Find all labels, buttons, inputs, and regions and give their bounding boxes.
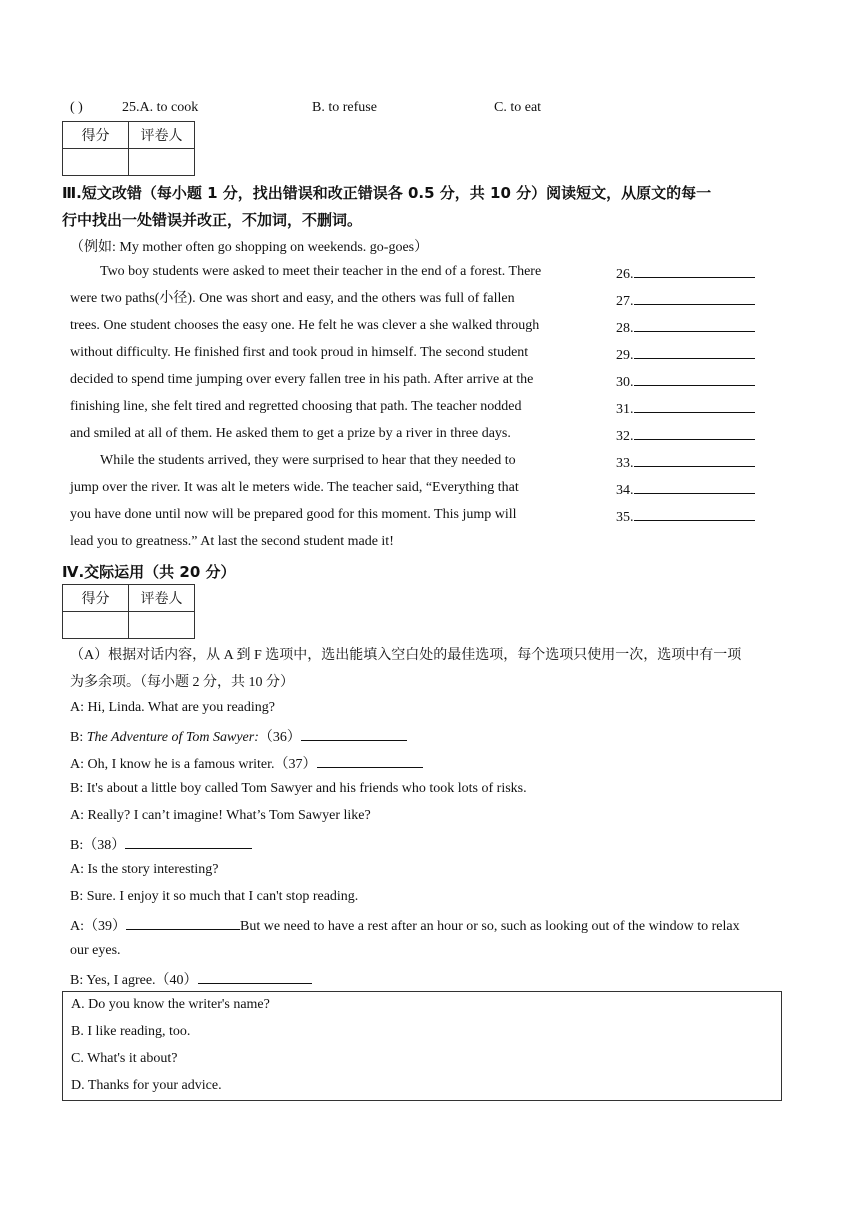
- dialogue-line: our eyes.: [70, 943, 121, 958]
- grader-cell: [129, 612, 195, 639]
- answer-blank[interactable]: [634, 479, 755, 494]
- section3-title-cont: 行中找出一处错误并改正，不加词，不删词。: [62, 211, 363, 229]
- q25-option-c: C. to eat: [494, 100, 542, 115]
- dialogue-line: [70, 834, 252, 855]
- answer-number: 27.: [616, 294, 634, 309]
- dialogue-line: B: Sure. I enjoy it so much that I can't stop reading.: [70, 889, 359, 904]
- score-table: [62, 584, 195, 639]
- score-cell: [63, 612, 129, 639]
- dialogue-line: [70, 753, 423, 774]
- passage-line: finishing line, she felt tired and regretted choosing that path. The teacher nodded: [70, 399, 522, 414]
- blank-number: （36）: [258, 730, 301, 745]
- answer-blank[interactable]: [125, 834, 252, 849]
- passage-line: While the students arrived, they were surprised to hear that they needed to: [100, 453, 516, 468]
- dialogue-line: A: Really? I can’t imagine! What’s Tom Sawyer like?: [70, 808, 371, 823]
- answer-line[interactable]: [616, 452, 755, 472]
- answer-blank[interactable]: [634, 452, 755, 467]
- option-item: D. Thanks for your advice.: [71, 1078, 222, 1093]
- answer-blank[interactable]: [634, 398, 755, 413]
- answer-line[interactable]: [616, 371, 755, 391]
- dialogue-text: But we need to have a rest after an hour or so, such as looking out of the window to relax: [240, 919, 740, 934]
- passage-line: jump over the river. It was alt le meters wide. The teacher said, “Everything that: [70, 480, 519, 495]
- dialogue-line: [70, 915, 740, 936]
- passage-line: you have done until now will be prepared good for this moment. This jump will: [70, 507, 517, 522]
- q25-option-a: 25.A. to cook: [122, 100, 199, 115]
- answer-number: 32.: [616, 429, 634, 444]
- answer-line[interactable]: [616, 506, 755, 526]
- answer-number: 30.: [616, 375, 634, 390]
- section3-title: Ⅲ.短文改错（每小题 1 分，找出错误和改正错误各 0.5 分，共 10 分）阅读短文，从原文的每一: [62, 184, 712, 202]
- section4-instructions-cont: 为多余项。（每小题 2 分，共 10 分）: [70, 675, 294, 690]
- answer-paren: ( ): [70, 100, 83, 115]
- answer-blank[interactable]: [634, 506, 755, 521]
- answer-blank[interactable]: [634, 263, 755, 278]
- grader-label: 评卷人: [129, 585, 195, 612]
- section4-instructions: （A）根据对话内容，从 A 到 F 选项中，选出能填入空白处的最佳选项，每个选项只使用一次，选项中有一项: [70, 648, 742, 663]
- answer-blank[interactable]: [634, 344, 755, 359]
- answer-number: 31.: [616, 402, 634, 417]
- answer-number: 28.: [616, 321, 634, 336]
- dialogue-line: B: It's about a little boy called Tom Sawyer and his friends who took lots of risks.: [70, 781, 527, 796]
- grader-label: 评卷人: [129, 122, 195, 149]
- dialogue-text: B: Yes, I agree.（40）: [70, 973, 198, 988]
- dialogue-text: A:（39）: [70, 919, 126, 934]
- dialogue-text: A: Oh, I know he is a famous writer.（37）: [70, 757, 317, 772]
- dialogue-line: [70, 969, 312, 990]
- answer-line[interactable]: [616, 344, 755, 364]
- score-label: 得分: [63, 122, 129, 149]
- passage-line: were two paths(小径). One was short and easy, and the others was full of fallen: [70, 291, 515, 306]
- speaker: B:: [70, 730, 87, 745]
- answer-line[interactable]: [616, 317, 755, 337]
- dialogue-text: B:（38）: [70, 838, 126, 853]
- answer-line[interactable]: [616, 425, 755, 445]
- score-table: [62, 121, 195, 176]
- grader-cell: [129, 149, 195, 176]
- passage-line: lead you to greatness.” At last the second student made it!: [70, 534, 394, 549]
- answer-line[interactable]: [616, 263, 755, 283]
- answer-line[interactable]: [616, 398, 755, 418]
- option-item: C. What's it about?: [71, 1051, 178, 1066]
- answer-blank[interactable]: [634, 317, 755, 332]
- q25-option-b: B. to refuse: [312, 100, 377, 115]
- book-title: The Adventure of Tom Sawyer:: [86, 730, 259, 745]
- option-item: A. Do you know the writer's name?: [71, 997, 270, 1012]
- section3-example: （例如: My mother often go shopping on weekends. go-goes）: [70, 240, 429, 255]
- passage-line: Two boy students were asked to meet their teacher in the end of a forest. There: [100, 264, 542, 279]
- score-label: 得分: [63, 585, 129, 612]
- dialogue-line: [70, 726, 407, 747]
- options-box: [62, 991, 782, 1101]
- dialogue-line: A: Hi, Linda. What are you reading?: [70, 700, 276, 715]
- answer-number: 34.: [616, 483, 634, 498]
- passage-line: and smiled at all of them. He asked them to get a prize by a river in three days.: [70, 426, 511, 441]
- answer-number: 26.: [616, 267, 634, 282]
- answer-blank[interactable]: [317, 753, 423, 768]
- passage-line: decided to spend time jumping over every fallen tree in his path. After arrive at the: [70, 372, 534, 387]
- answer-blank[interactable]: [634, 371, 755, 386]
- answer-blank[interactable]: [634, 290, 755, 305]
- section4-title: Ⅳ.交际运用（共 20 分）: [62, 563, 236, 581]
- passage-line: without difficulty. He finished first and took proud in himself. The second student: [70, 345, 529, 360]
- answer-number: 33.: [616, 456, 634, 471]
- answer-number: 35.: [616, 510, 634, 525]
- answer-number: 29.: [616, 348, 634, 363]
- passage-line: trees. One student chooses the easy one. He felt he was clever a she walked through: [70, 318, 540, 333]
- score-cell: [63, 149, 129, 176]
- answer-line[interactable]: [616, 290, 755, 310]
- answer-blank[interactable]: [301, 726, 407, 741]
- option-item: B. I like reading, too.: [71, 1024, 191, 1039]
- answer-blank[interactable]: [198, 969, 312, 984]
- answer-blank[interactable]: [634, 425, 755, 440]
- answer-blank[interactable]: [126, 915, 240, 930]
- dialogue-line: A: Is the story interesting?: [70, 862, 219, 877]
- answer-line[interactable]: [616, 479, 755, 499]
